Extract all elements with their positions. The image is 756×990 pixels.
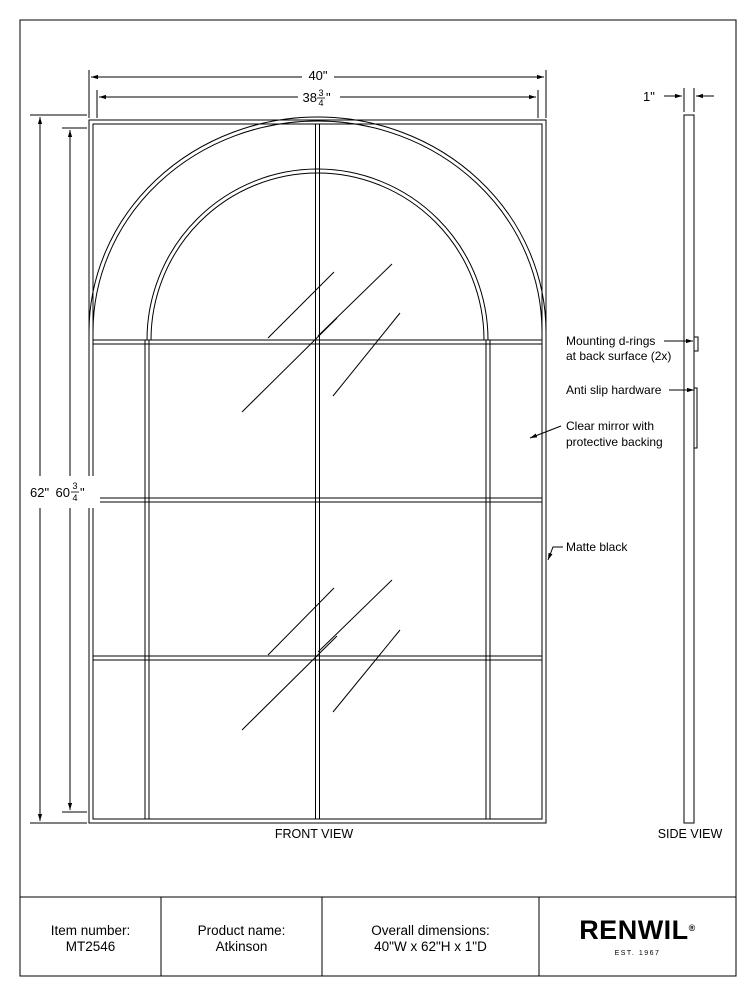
- svg-text:Mounting d-rings: Mounting d-rings: [566, 334, 656, 348]
- height-dimensions: [30, 115, 87, 823]
- outer-frame-inner: [93, 124, 542, 819]
- front-view-label: FRONT VIEW: [274, 827, 354, 841]
- callout-anti-slip: [566, 383, 694, 397]
- callout-mirror: [530, 419, 663, 449]
- glass-reflection: [333, 313, 400, 396]
- svg-text:": ": [326, 90, 331, 105]
- svg-text:Anti slip hardware: Anti slip hardware: [566, 383, 662, 397]
- anti-slip-hardware: [694, 388, 697, 448]
- item-number-label: Item number:: [50, 923, 131, 938]
- overall-dimensions-cell: [322, 903, 539, 975]
- svg-text:4: 4: [72, 493, 78, 503]
- glass-reflection: [333, 630, 400, 712]
- brand-logo-wordmark: RENWIL®: [579, 915, 696, 945]
- svg-text:at back surface (2x): at back surface (2x): [566, 349, 672, 363]
- outer-frame: [89, 120, 546, 823]
- d-ring-hardware: [694, 337, 698, 351]
- glass-reflection: [268, 272, 334, 338]
- side-view-label: SIDE VIEW: [657, 827, 723, 841]
- product-name-label: Product name:: [197, 923, 286, 938]
- depth-label: 1": [643, 89, 655, 104]
- glass-reflection: [242, 636, 337, 730]
- side-profile: [684, 115, 694, 823]
- overall-dimensions-value: 40"W x 62"H x 1"D: [374, 939, 487, 954]
- overall-width-label: 40": [308, 68, 328, 83]
- outer-arch-inner: [93, 121, 542, 332]
- product-name-cell: [161, 903, 322, 975]
- svg-text:": ": [80, 485, 85, 500]
- svg-text:4: 4: [318, 98, 324, 108]
- svg-text:Matte black: Matte black: [566, 540, 628, 554]
- brand-logo-est: EST. 1967: [614, 950, 661, 957]
- inner-arch: [147, 169, 488, 340]
- svg-text:3: 3: [72, 481, 78, 491]
- outer-arch: [89, 117, 546, 332]
- overall-dimensions-label: Overall dimensions:: [371, 923, 490, 938]
- glass-reflection: [242, 318, 337, 412]
- item-number-value: MT2546: [65, 939, 116, 954]
- svg-text:38: 38: [302, 90, 317, 105]
- product-name-value: Atkinson: [215, 939, 268, 954]
- glass-reflection: [318, 580, 392, 652]
- svg-text:3: 3: [318, 88, 324, 98]
- svg-text:60: 60: [55, 485, 70, 500]
- item-number-cell: [20, 903, 161, 975]
- callout-finish: [548, 540, 628, 560]
- front-view: [89, 117, 546, 823]
- svg-text:protective backing: protective backing: [566, 435, 663, 449]
- overall-height-label: 62": [30, 485, 50, 500]
- svg-text:Clear mirror with: Clear mirror with: [566, 419, 655, 433]
- callout-mounting: [566, 334, 693, 363]
- glass-reflection: [268, 588, 334, 655]
- side-view: [664, 88, 714, 823]
- brand-logo: [539, 903, 736, 975]
- inner-arch-inner: [151, 173, 484, 340]
